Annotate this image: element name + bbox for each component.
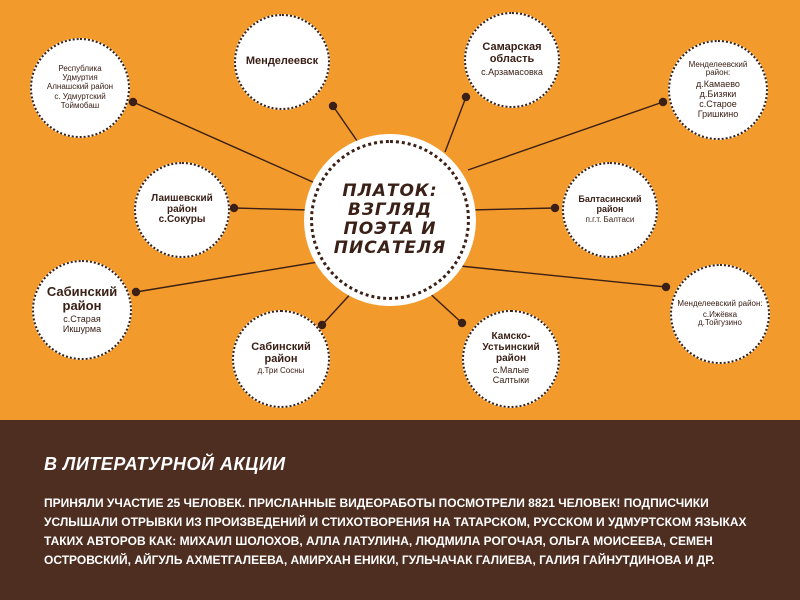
node-mendeleevsky-izhevka bbox=[670, 264, 770, 364]
connector-dot bbox=[231, 205, 238, 212]
node-title: Республика Удмуртия Алнашский район bbox=[46, 64, 114, 91]
node-subtitle: д.Камаево д.Бизяки с.Старое Гришкино bbox=[696, 78, 740, 119]
node-subtitle: с.Старая Икшурма bbox=[62, 314, 102, 335]
connector-line bbox=[136, 262, 318, 292]
node-sabinsky-tri-sosny bbox=[232, 310, 330, 408]
center-title-circle bbox=[310, 140, 470, 300]
connector-dot bbox=[552, 205, 559, 212]
node-subtitle: с. Удмуртский Тоймобаш bbox=[54, 92, 106, 110]
connector-line bbox=[460, 266, 666, 287]
node-title: Камско-Устьинский район bbox=[482, 330, 540, 364]
node-title: Лаишевский район с.Сокуры bbox=[151, 192, 213, 226]
connector-dot bbox=[133, 289, 140, 296]
node-mendeleevsk bbox=[234, 14, 330, 110]
node-sabinsky-staraya bbox=[32, 260, 132, 360]
node-samara bbox=[464, 12, 560, 108]
node-baltasinsky bbox=[562, 162, 658, 258]
node-subtitle: д.Три Сосны bbox=[257, 366, 305, 376]
connector-dot bbox=[330, 103, 337, 110]
node-title: Балтасинский район bbox=[578, 193, 642, 214]
node-subtitle: п.г.т. Балтаси bbox=[585, 215, 635, 225]
node-title: Менделеевск bbox=[245, 55, 319, 68]
footer-text: ПРИНЯЛИ УЧАСТИЕ 25 ЧЕЛОВЕК. ПРИСЛАННЫЕ ВИДЕОРАБОТЫ ПОСМОТРЕЛИ 8821 ЧЕЛОВЕК! ПОДПИСЧИКИ УСЛЫШАЛИ ОТРЫВКИ ИЗ ПРОИЗВЕДЕНИЙ И СТИХОТВОРЕНИЯ НА ТАТАРСКОМ, РУССКОМ И УДМУРТСКОМ ЯЗЫКАХ ТАКИХ АВТОРОВ КАК: МИХАИЛ ШОЛОХОВ, АЛЛА ЛАТУЛИНА, ЛЮДМИЛА РОГОЧАЯ, ОЛЬГА МОИСЕЕВА, СЕМЕН ОСТРОВСКИЙ, АЙГУЛЬ АХМЕТГАЛЕЕВА, АМИРХАН ЕНИКИ, ГУЛЬЧАЧАК ГАЛИЕВА, ГАЛИЯ ГАЙНУТДИНОВА И ДР. bbox=[44, 496, 747, 567]
node-laishevsky bbox=[134, 162, 230, 258]
connector-dot bbox=[319, 322, 326, 329]
connector-dot bbox=[663, 284, 670, 291]
connector-line bbox=[470, 208, 555, 210]
node-title: Сабинский район bbox=[46, 284, 118, 314]
node-subtitle: с.Малые Салтыки bbox=[492, 365, 530, 386]
connector-dot bbox=[130, 99, 137, 106]
node-udmurtia bbox=[30, 38, 130, 138]
node-subtitle: с.Арзамасовка bbox=[481, 66, 543, 77]
footer-heading: В ЛИТЕРАТУРНОЙ АКЦИИ bbox=[44, 454, 286, 474]
node-title: Сабинский район bbox=[251, 340, 311, 365]
node-kamsko-ustinsky bbox=[462, 310, 560, 408]
connector-line bbox=[333, 106, 362, 148]
connector-dot bbox=[459, 320, 466, 327]
node-title: Самарская область bbox=[482, 41, 542, 66]
connector-dot bbox=[660, 99, 667, 106]
node-title: Менделеевский район: bbox=[677, 298, 763, 308]
node-title: Менделеевский район: bbox=[688, 59, 748, 78]
connector-line bbox=[234, 208, 310, 210]
connector-line bbox=[445, 97, 466, 152]
center-title: ПЛАТОК: ВЗГЛЯД ПОЭТА И ПИСАТЕЛЯ bbox=[333, 180, 447, 259]
connector-line bbox=[322, 289, 355, 325]
connector-line bbox=[468, 102, 663, 170]
footer-panel bbox=[0, 420, 800, 600]
connector-dot bbox=[463, 94, 470, 101]
node-mendeleevsky-kamaevo bbox=[668, 40, 768, 140]
node-subtitle: с.Ижёвка д.Тойгузино bbox=[698, 309, 742, 328]
connector-line bbox=[425, 289, 462, 323]
